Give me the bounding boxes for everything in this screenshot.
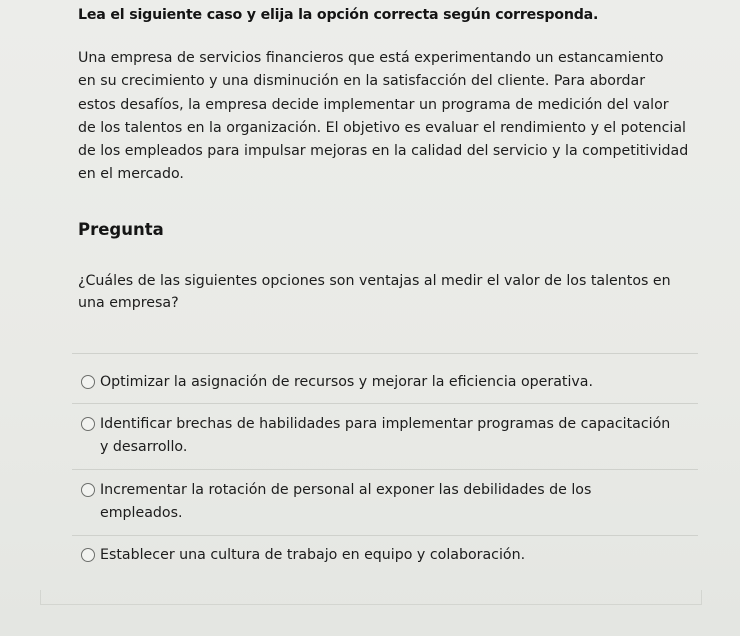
scenario-line: estos desafíos, la empresa decide implementar un programa de medición del valor <box>78 96 669 113</box>
radio-button[interactable] <box>81 548 95 562</box>
divider <box>72 403 698 404</box>
divider <box>72 353 698 354</box>
question-line: ¿Cuáles de las siguientes opciones son ventajas al medir el valor de los talentos en <box>78 273 671 289</box>
question-line: una empresa? <box>78 295 179 311</box>
answer-option-2[interactable] <box>78 413 698 459</box>
option-label: Establecer una cultura de trabajo en equipo y colaboración. <box>100 547 526 563</box>
answer-option-3[interactable] <box>78 479 698 525</box>
case-scenario <box>78 47 688 187</box>
question-heading: Pregunta <box>78 220 164 239</box>
answer-option-4[interactable] <box>78 544 698 568</box>
scenario-line: Una empresa de servicios financieros que está experimentando un estancamiento <box>78 50 664 66</box>
option-label: Optimizar la asignación de recursos y mejorar la eficiencia operativa. <box>100 374 594 390</box>
question-text <box>78 270 671 314</box>
scenario-line: en su crecimiento y una disminución en la satisfacción del cliente. Para abordar <box>78 73 646 90</box>
answer-panel-frame <box>40 590 702 605</box>
scenario-line: en el mercado. <box>78 166 184 183</box>
answer-option-1[interactable] <box>78 371 698 395</box>
radio-button[interactable] <box>81 483 95 497</box>
scenario-line: de los empleados para impulsar mejoras en la calidad del servicio y la competitividad <box>78 143 689 160</box>
option-label: Incrementar la rotación de personal al exponer las debilidades de los empleados. <box>100 482 592 521</box>
divider <box>72 535 698 536</box>
divider <box>72 469 698 470</box>
radio-button[interactable] <box>81 375 95 389</box>
scenario-line: de los talentos en la organización. El objetivo es evaluar el rendimiento y el potencial <box>78 119 686 136</box>
instruction-text: Lea el siguiente caso y elija la opción correcta según corresponda. <box>78 7 599 23</box>
radio-button[interactable] <box>81 417 95 431</box>
option-label: Identificar brechas de habilidades para implementar programas de capacitación y desarrollo. <box>100 416 671 455</box>
